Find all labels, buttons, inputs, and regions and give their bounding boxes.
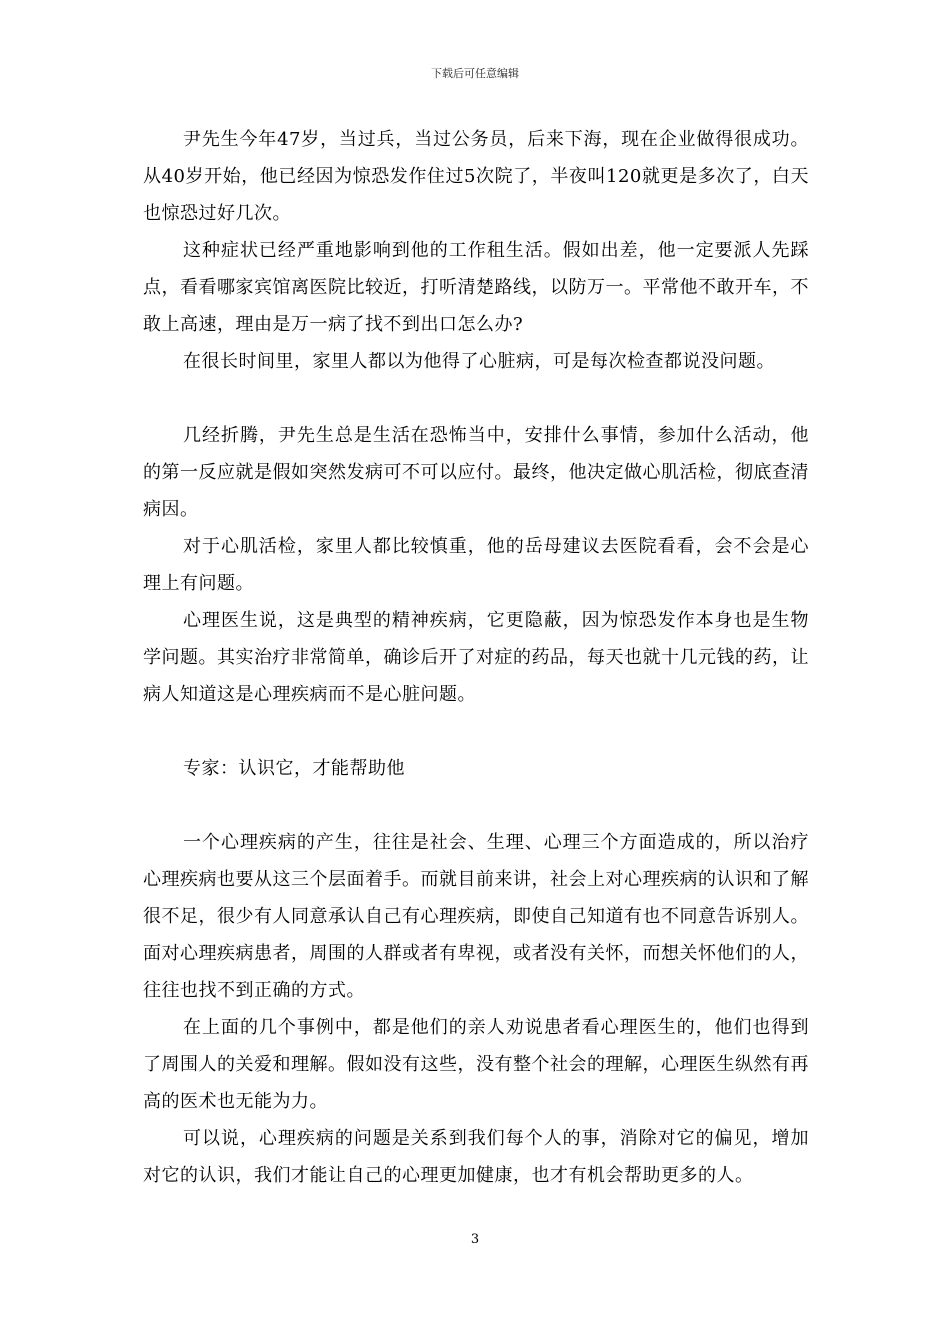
- section-heading: 专家：认识它，才能帮助他: [183, 758, 405, 779]
- paragraph: 可以说，心理疾病的问题是关系到我们每个人的事，消除对它的偏见，增加对它的认识，我们才能让自己的心理更加健康，也才有机会帮助更多的人。: [143, 1128, 809, 1186]
- paragraph: 在上面的几个事例中，都是他们的亲人劝说患者看心理医生的，他们也得到了周围人的关爱和理解。假如没有这些，没有整个社会的理解，心理医生纵然有再高的医术也无能为力。: [143, 1017, 809, 1112]
- page-number: 3: [470, 1232, 480, 1247]
- paragraph: 尹先生今年47岁，当过兵，当过公务员，后来下海，现在企业做得很成功。从40岁开始，他已经因为惊恐发作住过5次院了，半夜叫120就更是多次了，白天也惊恐过好几次。: [143, 129, 809, 224]
- paragraph: 这种症状已经严重地影响到他的工作租生活。假如出差，他一定要派人先踩点，看看哪家宾馆离医院比较近，打听清楚路线，以防万一。平常他不敢开车，不敢上高速，理由是万一病了找不到出口怎么办?: [143, 240, 809, 335]
- page-header: 下载后可任意编辑: [431, 67, 519, 80]
- paragraph: 对于心肌活检，家里人都比较慎重，他的岳母建议去医院看看，会不会是心理上有问题。: [143, 536, 809, 594]
- document-body: [143, 121, 809, 1194]
- paragraph: 心理医生说，这是典型的精神疾病，它更隐蔽，因为惊恐发作本身也是生物学问题。其实治疗非常简单，确诊后开了对症的药品，每天也就十几元钱的药，让病人知道这是心理疾病而不是心脏问题。: [143, 610, 809, 705]
- paragraph: 几经折腾，尹先生总是生活在恐怖当中，安排什么事情，参加什么活动，他的第一反应就是假如突然发病可不可以应付。最终，他决定做心肌活检，彻底查清病因。: [143, 425, 809, 520]
- paragraph: 一个心理疾病的产生，往往是社会、生理、心理三个方面造成的，所以治疗心理疾病也要从这三个层面着手。而就目前来讲，社会上对心理疾病的认识和了解很不足，很少有人同意承认自己有心理疾病，即使自己知道有也不同意告诉别人。面对心理疾病患者，周围的人群或者有卑视，或者没有关怀，而想关怀他们的人，往往也找不到正确的方式。: [143, 832, 809, 1001]
- paragraph: 在很长时间里，家里人都以为他得了心脏病，可是每次检查都说没问题。: [183, 351, 775, 372]
